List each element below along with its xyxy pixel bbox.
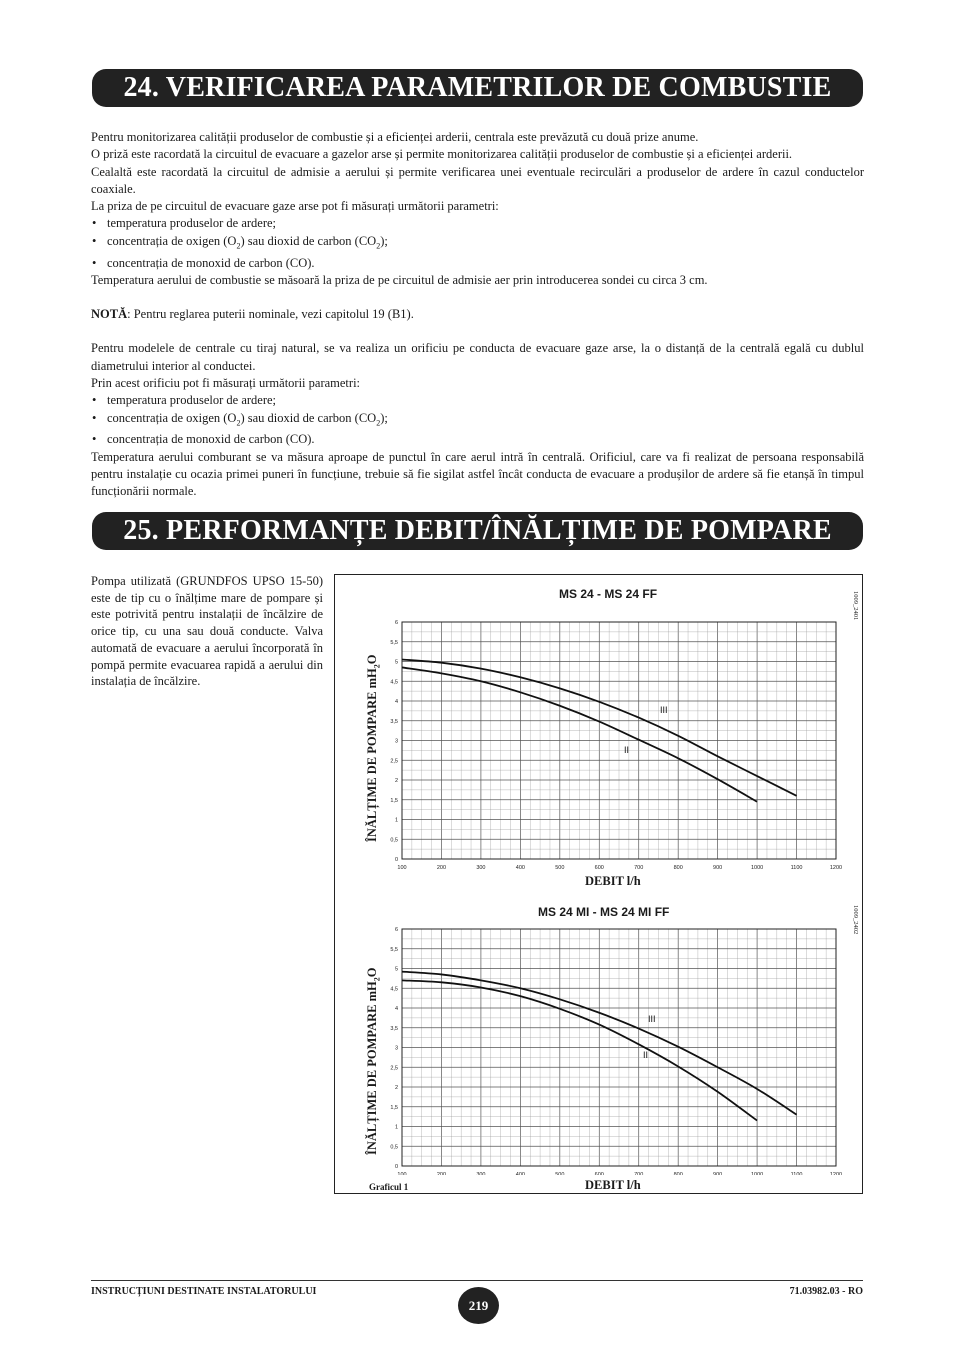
x-tick-label: 200 bbox=[436, 865, 447, 871]
y-tick-label: 0,5 bbox=[390, 837, 398, 844]
series-label: III bbox=[660, 705, 668, 715]
paragraph: Temperatura aerului comburant se va măsura aproape de punctul în care aerul intră în centrală. Orificiul, care va fi realizat de persoana responsabilă pentru instalație cu ocazia primei puneri în funcțiune, trebuie să fie sigilat astfel încât conducta de evacuare a produșilor de ardere să fie etanșă în timpul funcționării normale. bbox=[91, 449, 864, 499]
y-tick-label: 4 bbox=[394, 1006, 398, 1012]
figure-caption: Graficul 1 bbox=[369, 1182, 409, 1192]
paragraph: Pentru modelele de centrale cu tiraj natural, se va realiza un orificiu pe conducta de evacuare gaze arse, la o distanță de la centrală egală cu dublul diametrului interior al conductei. bbox=[91, 341, 864, 373]
y-tick-label: 2 bbox=[394, 1085, 398, 1091]
paragraph: La priza de pe circuitul de evacuare gaze arse pot fi măsurați următorii parametri: bbox=[91, 199, 499, 214]
paragraph: Prin acest orificiu pot fi măsurați următorii parametri: bbox=[91, 376, 361, 391]
y-tick-label: 4,5 bbox=[390, 679, 398, 686]
series-label: II bbox=[643, 1050, 649, 1060]
y-tick-label: 5 bbox=[394, 659, 398, 666]
y-tick-label: 1 bbox=[394, 1124, 398, 1131]
y-tick-label: 3,5 bbox=[390, 718, 398, 725]
y-tick-label: 3,5 bbox=[390, 1025, 398, 1032]
y-tick-label: 4 bbox=[394, 699, 398, 705]
y-tick-label: 0,5 bbox=[390, 1144, 398, 1151]
x-tick-label: 500 bbox=[555, 865, 565, 871]
paragraph: Cealaltă este racordată la circuitul de admisie a aerului și permite verificarea unei eventuale recirculări a produselor de ardere în cazul conductelor coaxiale. bbox=[91, 164, 864, 196]
x-tick-label: 1000 bbox=[750, 1172, 764, 1175]
y-tick-label: 5 bbox=[394, 966, 398, 973]
x-tick-label: 600 bbox=[594, 865, 604, 871]
list-item: • temperatura produselor de ardere; bbox=[107, 392, 864, 409]
x-tick-label: 600 bbox=[594, 1172, 604, 1175]
x-tick-label: 700 bbox=[634, 865, 644, 871]
y-tick-label: 3 bbox=[394, 738, 398, 745]
x-tick-label: 1200 bbox=[829, 1172, 843, 1175]
y-tick-label: 2,5 bbox=[390, 758, 398, 765]
x-tick-label: 100 bbox=[397, 865, 407, 871]
chart-title: MS 24 MI - MS 24 MI FF bbox=[538, 905, 670, 919]
section-25-title: 25. PERFORMANȚE DEBIT/ÎNĂLȚIME DE POMPARE bbox=[92, 512, 863, 550]
series-label: II bbox=[624, 745, 630, 755]
pump-curve-chart-1 bbox=[335, 575, 862, 875]
x-tick-label: 200 bbox=[436, 1172, 447, 1175]
x-tick-label: 1000 bbox=[750, 865, 764, 871]
y-axis-label: ÎNĂLȚIME DE POMPARE $mH_2O$ bbox=[365, 967, 382, 1155]
list-item: • concentrația de monoxid de carbon (CO). bbox=[107, 431, 864, 448]
x-tick-label: 300 bbox=[476, 865, 486, 871]
y-tick-label: 1,5 bbox=[390, 797, 398, 804]
list-item: • concentrația de monoxid de carbon (CO). bbox=[107, 255, 864, 272]
x-tick-label: 100 bbox=[397, 1172, 407, 1175]
chart-frame bbox=[334, 574, 863, 1194]
x-tick-label: 400 bbox=[515, 1172, 525, 1175]
y-axis-label: ÎNĂLȚIME DE POMPARE $mH_2O$ bbox=[365, 654, 382, 842]
x-tick-label: 700 bbox=[634, 1172, 644, 1175]
x-tick-label: 900 bbox=[713, 865, 723, 871]
chart-ref: 1009_2402 bbox=[852, 905, 859, 935]
pump-description: Pompa utilizată (GRUNDFOS UPSO 15-50) este de tip cu o înălțime mare de pompare și este potrivită pentru instalații de încălzire de orice tip, cu una sau două conducte. Valva automată de evacuare a aerului încorporată în pompă permite evacuarea rapidă a aerului din instalația de încălzire. bbox=[91, 574, 323, 689]
x-tick-label: 500 bbox=[555, 1172, 565, 1175]
list-item: • concentrația de oxigen $(O_2)$ sau dioxid de carbon $(CO_2)$; bbox=[107, 233, 864, 255]
x-tick-label: 900 bbox=[713, 1172, 723, 1175]
parameter-list bbox=[91, 392, 864, 448]
y-tick-label: 1 bbox=[394, 817, 398, 824]
chart-title: MS 24 - MS 24 FF bbox=[559, 587, 658, 601]
y-tick-label: 0 bbox=[394, 1164, 398, 1170]
x-tick-label: 800 bbox=[673, 1172, 683, 1175]
y-tick-label: 5,5 bbox=[390, 946, 398, 953]
pump-curve-chart-2 bbox=[335, 875, 862, 1175]
y-tick-label: 2 bbox=[394, 778, 398, 784]
y-tick-label: 2,5 bbox=[390, 1065, 398, 1072]
footer-right: 71.03982.03 - RO bbox=[789, 1286, 863, 1297]
x-axis-label: DEBIT l/h bbox=[585, 874, 641, 888]
x-tick-label: 300 bbox=[476, 1172, 486, 1175]
y-tick-label: 4,5 bbox=[390, 986, 398, 993]
y-tick-label: 0 bbox=[394, 857, 398, 863]
note: NOTĂ: Pentru reglarea puterii nominale, vezi capitolul 19 (B1). bbox=[91, 307, 414, 322]
footer-left: INSTRUCȚIUNI DESTINATE INSTALATORULUI bbox=[91, 1286, 317, 1297]
y-tick-label: 3 bbox=[394, 1045, 398, 1052]
page-number: 219 bbox=[458, 1287, 499, 1324]
footer-divider bbox=[91, 1280, 863, 1281]
x-tick-label: 1200 bbox=[829, 865, 843, 871]
section-24-body bbox=[91, 129, 864, 501]
list-item: • temperatura produselor de ardere; bbox=[107, 215, 864, 232]
paragraph: Pentru monitorizarea calității produselor de combustie și a eficienței arderii, centrala este prevăzută cu două prize anume. bbox=[91, 130, 699, 144]
x-tick-label: 1100 bbox=[790, 1172, 803, 1175]
y-tick-label: 5,5 bbox=[390, 639, 398, 646]
series-label: III bbox=[648, 1014, 656, 1024]
paragraph: O priză este racordată la circuitul de evacuare a gazelor arse și permite monitorizarea calității produselor de combustie și a eficienței arderii. bbox=[91, 147, 793, 162]
section-24-title: 24. VERIFICAREA PARAMETRILOR DE COMBUSTIE bbox=[92, 69, 863, 107]
x-tick-label: 1100 bbox=[790, 865, 803, 871]
paragraph: Temperatura aerului de combustie se măsoară la priza de pe circuitul de admisie aer prin introducerea sondei cu circa 3 cm. bbox=[91, 272, 708, 287]
y-tick-label: 6 bbox=[394, 927, 398, 933]
parameter-list bbox=[91, 215, 864, 271]
list-item: • concentrația de oxigen $(O_2)$ sau dioxid de carbon $(CO_2)$; bbox=[107, 410, 864, 432]
y-tick-label: 1,5 bbox=[390, 1104, 398, 1111]
x-tick-label: 400 bbox=[515, 865, 525, 871]
x-tick-label: 800 bbox=[673, 865, 683, 871]
chart-ref: 1009_2401 bbox=[852, 591, 859, 621]
x-axis-label: DEBIT l/h bbox=[585, 1178, 641, 1192]
y-tick-label: 6 bbox=[394, 620, 398, 626]
